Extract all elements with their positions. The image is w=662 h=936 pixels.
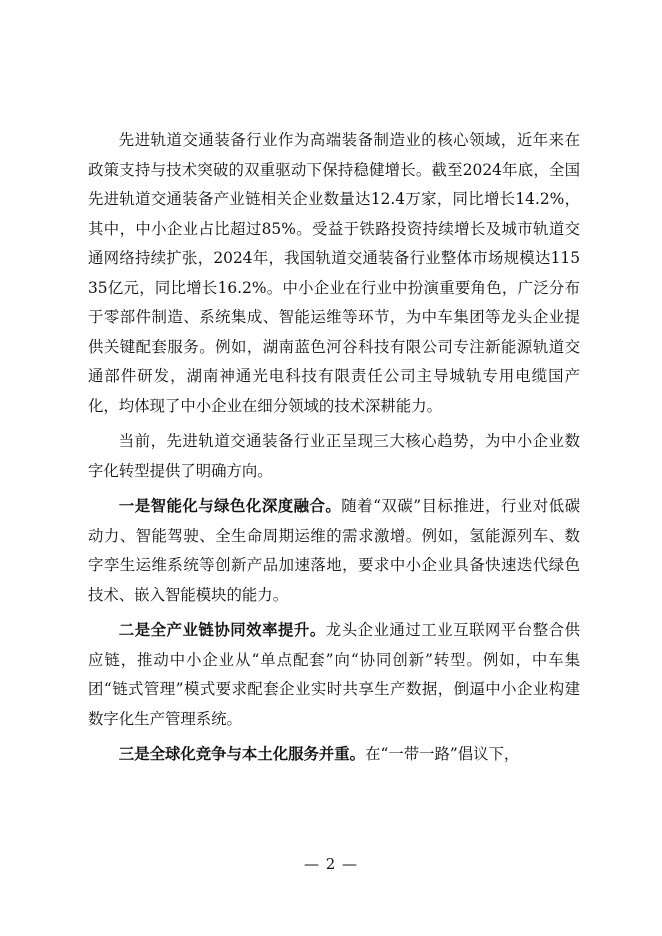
trend-heading: 三是全球化竞争与本土化服务并重。 <box>118 745 366 763</box>
paragraph-text: 先进轨道交通装备行业作为高端装备制造业的核心领域，近年来在政策支持与技术突破的双重驱动下保持稳健增长。截至2024年底，全国先进轨道交通装备产业链相关企业数量达12.4万家，同比增长14.2%，其中，中小企业占比超过85%。受益于铁路投资持续增长及城市轨道交通网络持续扩张，2024年，我国轨道交通装备行业整体市场规模达11535亿元，同比增长16.2%。中小企业在行业中扮演重要角色，广泛分布于零部件制造、系统集成、智能运维等环节，为中车集团等龙头企业提供关键配套服务。例如，湖南蓝色河谷科技有限公司专注新能源轨道交通部件研发，湖南神通光电科技有限责任公司主导城轨专用电缆国产化，均体现了中小企业在细分领域的技术深耕能力。 <box>88 131 580 415</box>
paragraph-industry-overview <box>88 126 580 421</box>
paragraph-text: 当前，先进轨道交通装备行业正呈现三大核心趋势，为中小企业数字化转型提供了明确方向。 <box>88 432 580 480</box>
paragraph-text: 龙头企业通过工业互联网平台整合供应链，推动中小企业从“单点配套”向“协同创新”转型。例如，中车集团“链式管理”模式要求配套企业实时共享生产数据，倒逼中小企业构建数字化生产管理系统。 <box>88 621 580 728</box>
paragraph-text: 随着“双碳”目标推进，行业对低碳动力、智能驾驶、全生命周期运维的需求激增。例如，氢能源列车、数字孪生运维系统等创新产品加速落地，要求中小企业具备快速迭代绿色技术、嵌入智能模块的能力。 <box>88 497 580 604</box>
paragraph-trends-intro <box>88 427 580 486</box>
trend-heading: 一是智能化与绿色化深度融合。 <box>118 497 342 515</box>
paragraph-trend-three <box>88 740 580 770</box>
page-number: — 2 — <box>303 855 359 873</box>
document-body <box>88 126 580 776</box>
paragraph-trend-one <box>88 492 580 610</box>
paragraph-text: 在“一带一路”倡议下， <box>365 745 520 763</box>
paragraph-trend-two <box>88 616 580 734</box>
trend-heading: 二是全产业链协同效率提升。 <box>118 621 326 639</box>
